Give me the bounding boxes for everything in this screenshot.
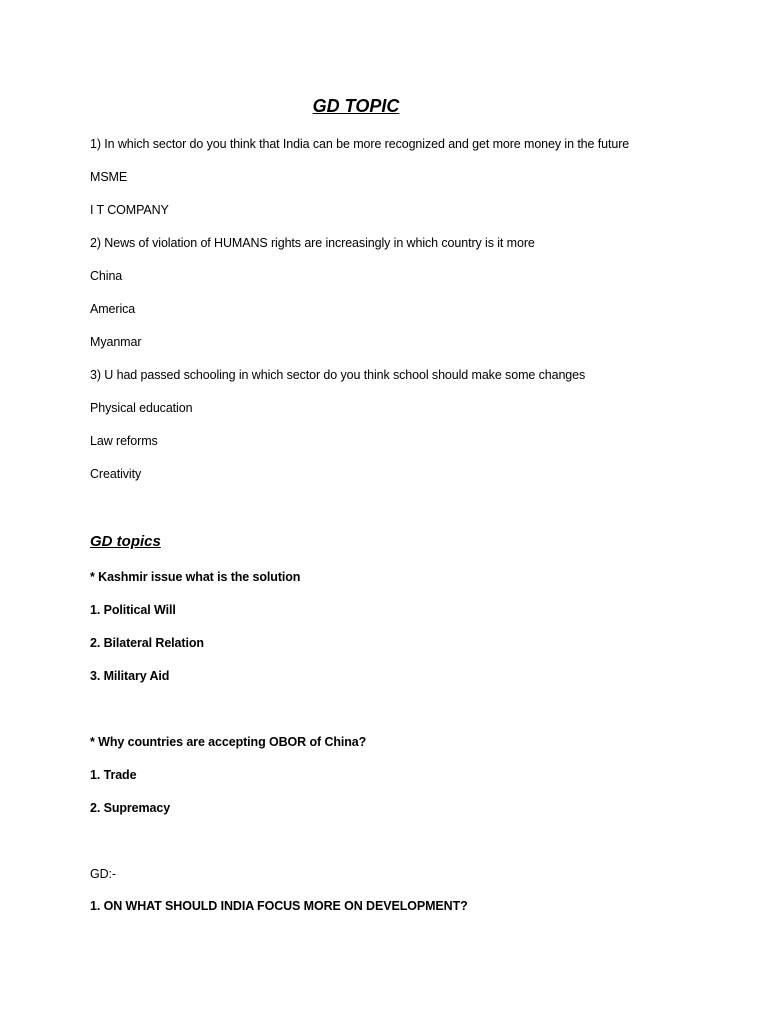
topic-2-point: 1. Trade [90, 768, 137, 782]
question-3-option: Law reforms [90, 434, 158, 448]
gd-item-1: 1. ON WHAT SHOULD INDIA FOCUS MORE ON DEVELOPMENT? [90, 899, 468, 913]
topic-1: * Kashmir issue what is the solution [90, 570, 301, 584]
question-2-option: Myanmar [90, 335, 142, 349]
topic-1-point: 1. Political Will [90, 603, 176, 617]
question-1-option: I T COMPANY [90, 203, 169, 217]
question-1-option: MSME [90, 170, 128, 184]
topic-2: * Why countries are accepting OBOR of China? [90, 735, 367, 749]
question-2: 2) News of violation of HUMANS rights are increasingly in which country is it more [90, 236, 535, 250]
question-3-option: Creativity [90, 467, 142, 481]
question-3: 3) U had passed schooling in which sector do you think school should make some changes [90, 368, 586, 382]
question-2-option: China [90, 269, 123, 283]
section-heading-gd: GD:- [90, 867, 116, 881]
section-heading-gd-topics: GD topics [90, 533, 161, 550]
topic-1-point: 3. Military Aid [90, 669, 170, 683]
page-title: GD TOPIC [312, 96, 400, 116]
topic-1-point: 2. Bilateral Relation [90, 636, 204, 650]
question-1: 1) In which sector do you think that India can be more recognized and get more money in the future [90, 137, 630, 151]
topic-2-point: 2. Supremacy [90, 801, 171, 815]
question-2-option: America [90, 302, 136, 316]
question-3-option: Physical education [90, 401, 193, 415]
